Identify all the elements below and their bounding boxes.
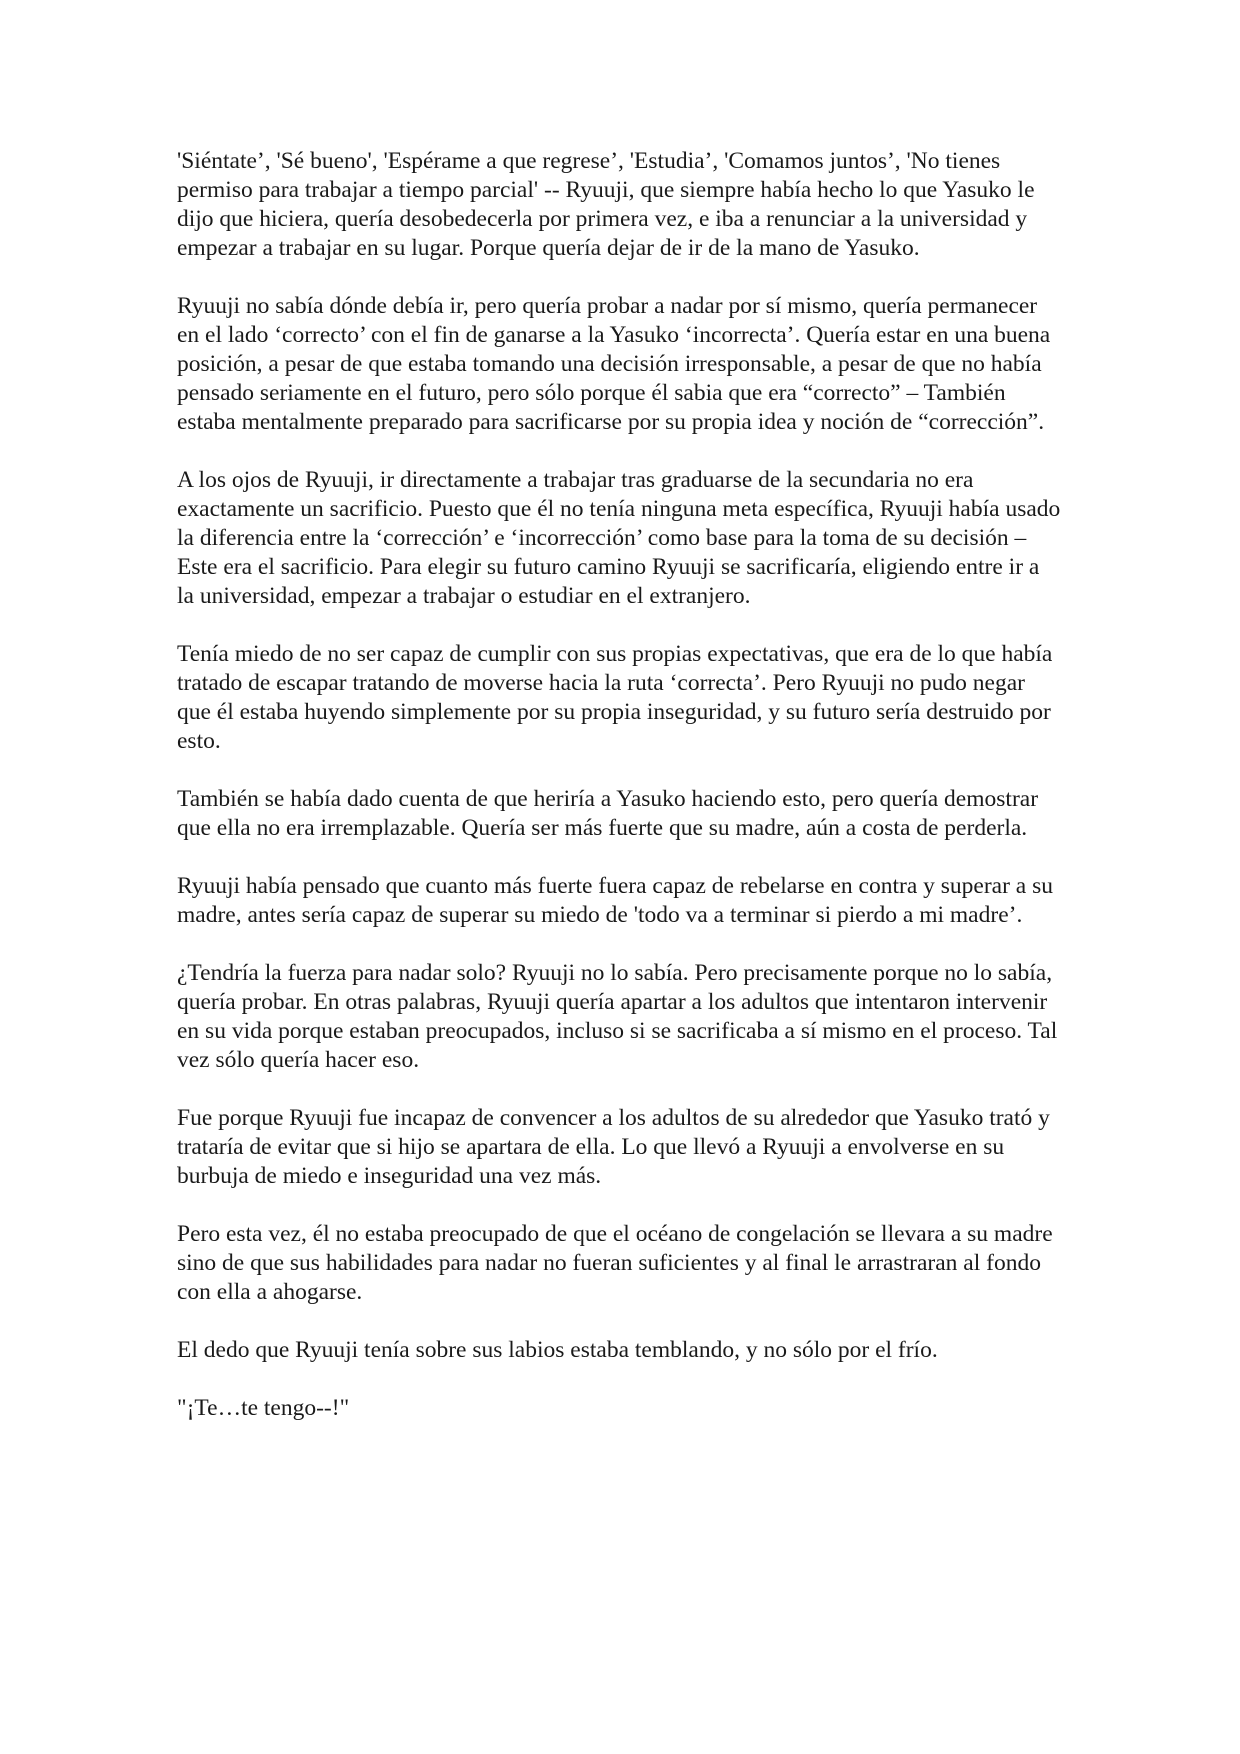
- paragraph-8: Fue porque Ryuuji fue incapaz de convencer a los adultos de su alrededor que Yasuko trató y trataría de evitar que si hijo se apartara de ella. Lo que llevó a Ryuuji a envolverse en su burbuja de miedo e inseguridad una vez más.: [177, 1105, 1050, 1189]
- paragraph-5: También se había dado cuenta de que heriría a Yasuko haciendo esto, pero quería demostrar que ella no era irremplazable. Quería ser más fuerte que su madre, aún a costa de perderla.: [177, 786, 1039, 841]
- paragraph-4: Tenía miedo de no ser capaz de cumplir con sus propias expectativas, que era de lo que había tratado de escapar tratando de moverse hacia la ruta ‘correcta’. Pero Ryuuji no pudo negar que él estaba huyendo simplemente por su propia inseguridad, y su futuro sería destruido por esto.: [177, 641, 1053, 754]
- paragraph-9: Pero esta vez, él no estaba preocupado de que el océano de congelación se llevara a su madre sino de que sus habilidades para nadar no fueran suficientes y al final le arrastraran al fondo con ella a ahogarse.: [177, 1221, 1053, 1305]
- paragraph-2: Ryuuji no sabía dónde debía ir, pero quería probar a nadar por sí mismo, quería permanecer en el lado ‘correcto’ con el fin de ganarse a la Yasuko ‘incorrecta’. Quería estar en una buena posición, a pesar de que estaba tomando una decisión irresponsable, a pesar de que no había pensado seriamente en el futuro, pero sólo porque él sabia que era “correcto” – También estaba mentalmente preparado para sacrificarse por su propia idea y noción de “corrección”.: [177, 293, 1051, 435]
- paragraph-3: A los ojos de Ryuuji, ir directamente a trabajar tras graduarse de la secundaria no era exactamente un sacrificio. Puesto que él no tenía ninguna meta específica, Ryuuji había usado la diferencia entre la ‘corrección’ e ‘incorrección’ como base para la toma de su decisión – Este era el sacrificio. Para elegir su futuro camino Ryuuji se sacrificaría, eligiendo entre ir a la universidad, empezar a trabajar o estudiar en el extranjero.: [177, 467, 1061, 609]
- body-text: [177, 147, 1062, 1452]
- paragraph-7: ¿Tendría la fuerza para nadar solo? Ryuuji no lo sabía. Pero precisamente porque no lo sabía, quería probar. En otras palabras, Ryuuji quería apartar a los adultos que intentaron intervenir en su vida porque estaban preocupados, incluso si se sacrificaba a sí mismo en el proceso. Tal vez sólo quería hacer eso.: [177, 960, 1058, 1073]
- paragraph-1: 'Siéntate’, 'Sé bueno', 'Espérame a que regrese’, 'Estudia’, 'Comamos juntos’, 'No tienes permiso para trabajar a tiempo parcial' -- Ryuuji, que siempre había hecho lo que Yasuko le dijo que hiciera, quería desobedecerla por primera vez, e iba a renunciar a la universidad y empezar a trabajar en su lugar. Porque quería dejar de ir de la mano de Yasuko.: [177, 148, 1035, 261]
- paragraph-11: "¡Te…te tengo--!": [177, 1395, 350, 1421]
- paragraph-10: El dedo que Ryuuji tenía sobre sus labios estaba temblando, y no sólo por el frío.: [177, 1337, 938, 1363]
- paragraph-6: Ryuuji había pensado que cuanto más fuerte fuera capaz de rebelarse en contra y superar a su madre, antes sería capaz de superar su miedo de 'todo va a terminar si pierdo a mi madre’.: [177, 873, 1053, 928]
